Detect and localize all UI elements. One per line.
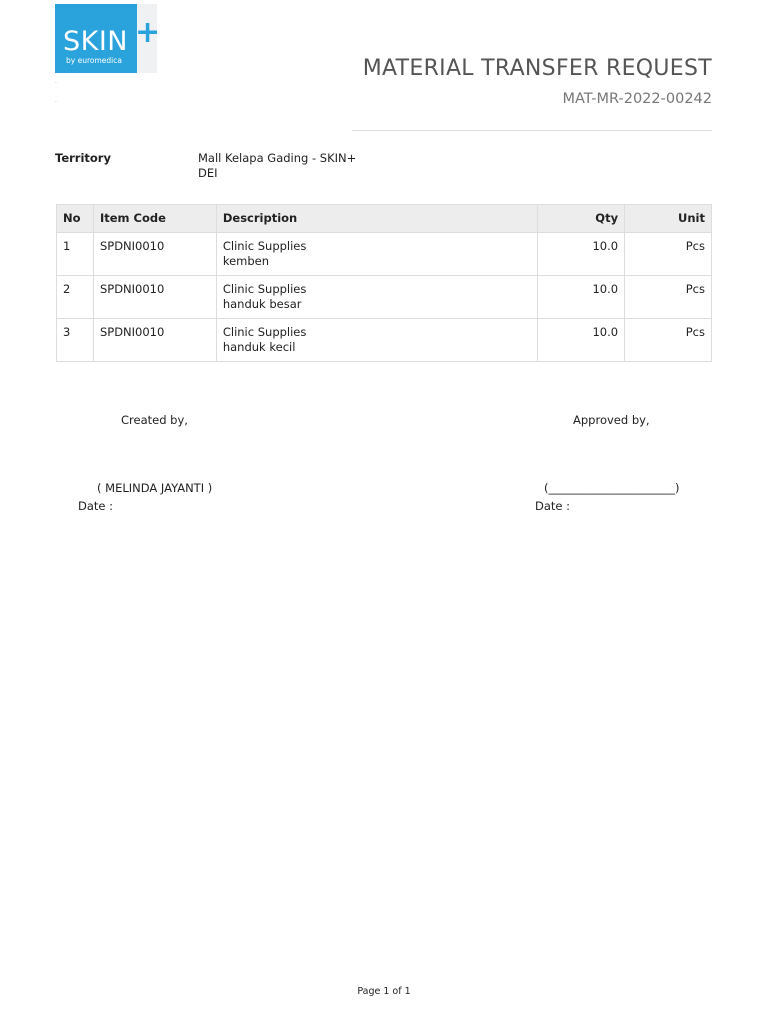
cell-no: 3 [57, 319, 94, 362]
cell-no: 2 [57, 276, 94, 319]
document-number: MAT-MR-2022-00242 [562, 91, 712, 107]
logo-text: SKIN [63, 26, 129, 57]
cell-item-code: SPDNI0010 [93, 319, 216, 362]
header-item-code: Item Code [93, 205, 216, 233]
created-by-name: ( MELINDA JAYANTI ) [97, 481, 213, 495]
description-line: Clinic Supplies [222, 239, 307, 253]
table-row [57, 276, 712, 319]
cell-description [216, 233, 537, 276]
header-qty: Qty [538, 205, 625, 233]
description-line: handuk besar [222, 297, 302, 311]
page-number: Page 1 of 1 [357, 986, 411, 997]
document-title: MATERIAL TRANSFER REQUEST [362, 56, 712, 81]
header-description: Description [216, 205, 537, 233]
logo-plus-icon: + [135, 15, 161, 50]
mark-dot: . [55, 97, 57, 104]
header-unit: Unit [625, 205, 712, 233]
created-by-label: Created by, [121, 413, 188, 427]
cell-item-code: SPDNI0010 [93, 233, 216, 276]
header-divider [352, 130, 712, 131]
cell-qty: 10.0 [538, 276, 625, 319]
created-date-label: Date : [78, 499, 114, 513]
approved-by-label: Approved by, [573, 413, 650, 427]
cell-description [216, 319, 537, 362]
table-header-row [57, 205, 712, 233]
cell-unit: Pcs [625, 233, 712, 276]
territory-label: Territory [55, 151, 111, 165]
logo-subtext: by euromedica [66, 56, 122, 65]
table-row [57, 319, 712, 362]
mark-dot: . [55, 78, 57, 85]
header-no: No [57, 205, 94, 233]
cell-qty: 10.0 [538, 319, 625, 362]
description-line: Clinic Supplies [222, 282, 307, 296]
description-line: handuk kecil [222, 340, 296, 354]
approved-date-label: Date : [535, 499, 571, 513]
table-row [57, 233, 712, 276]
items-table [56, 204, 712, 362]
company-logo [55, 4, 161, 73]
description-line: Clinic Supplies [222, 325, 307, 339]
cell-no: 1 [57, 233, 94, 276]
cell-qty: 10.0 [538, 233, 625, 276]
cell-description [216, 276, 537, 319]
territory-value: Mall Kelapa Gading - SKIN+ DEI [198, 151, 357, 180]
cell-item-code: SPDNI0010 [93, 276, 216, 319]
cell-unit: Pcs [625, 319, 712, 362]
cell-unit: Pcs [625, 276, 712, 319]
description-line: kemben [222, 254, 270, 268]
approved-by-blank: (______________________) [544, 481, 680, 495]
